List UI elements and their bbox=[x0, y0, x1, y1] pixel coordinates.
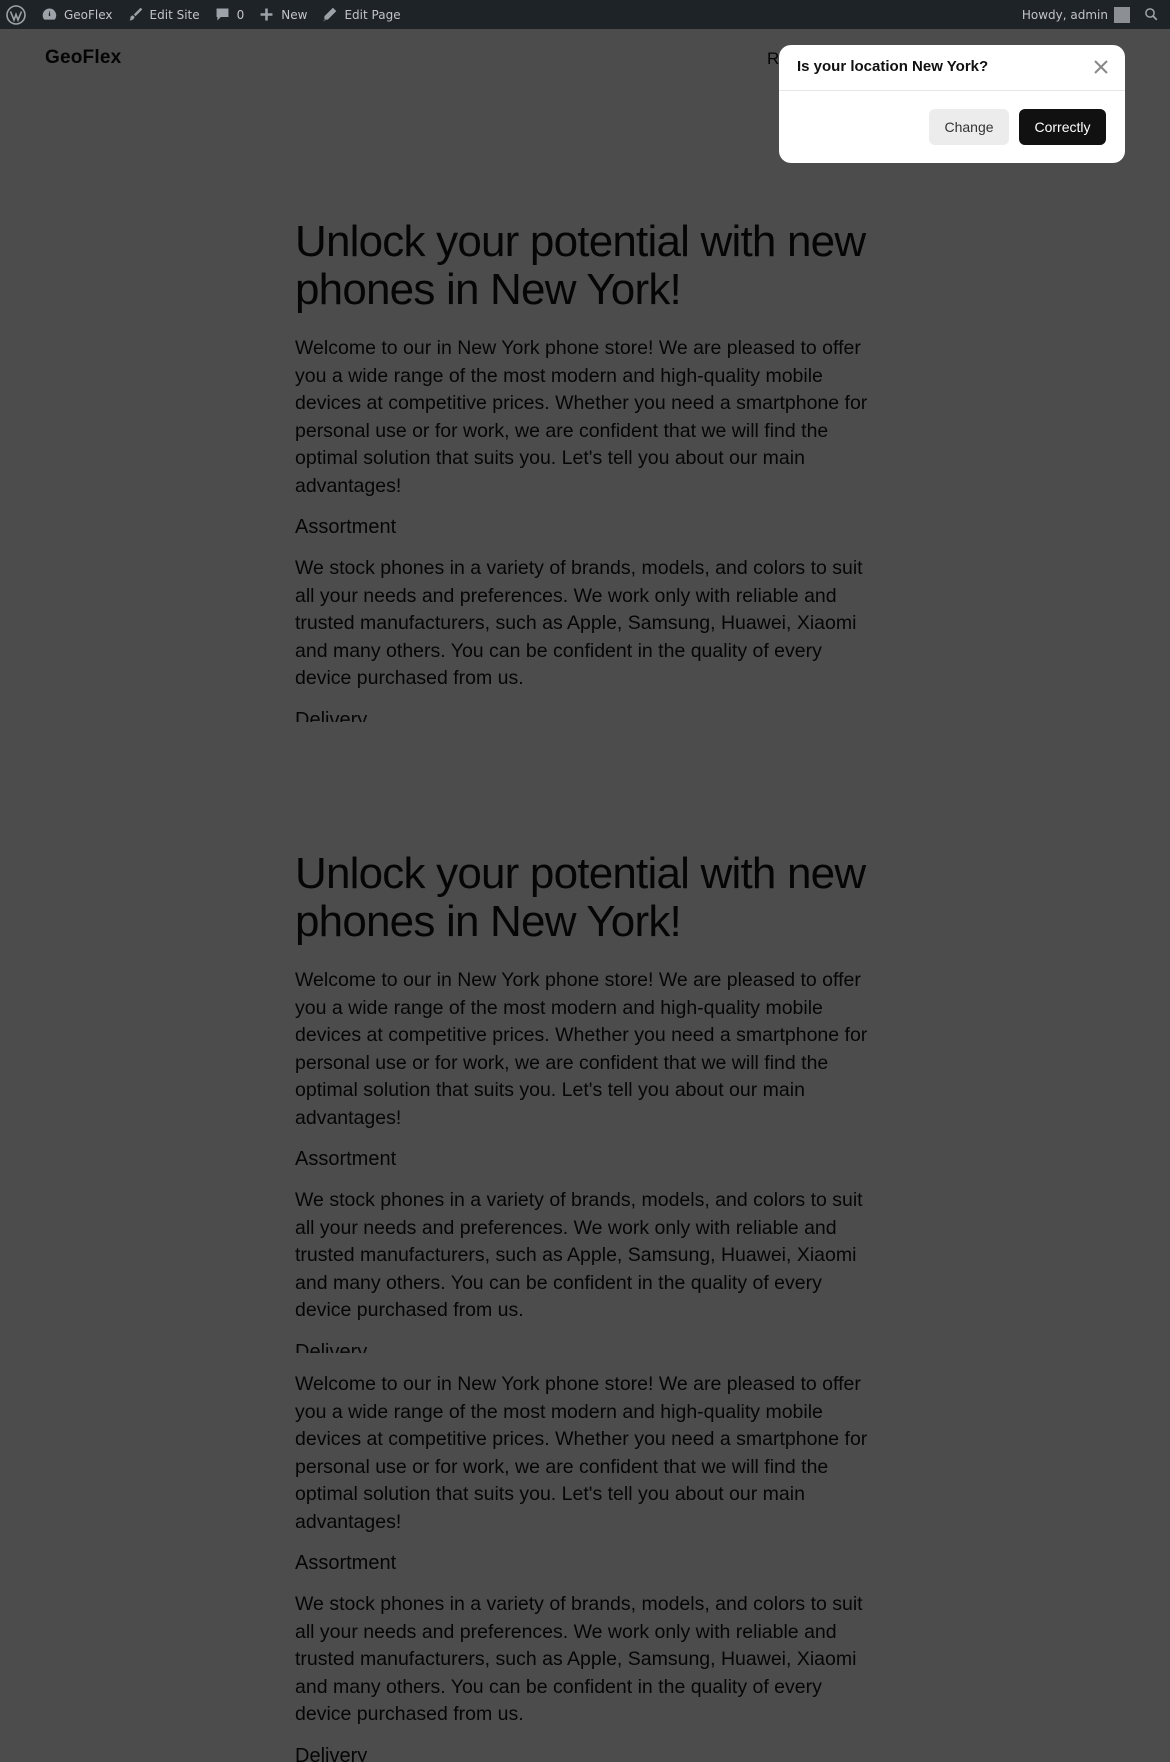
location-modal bbox=[779, 45, 1125, 163]
close-icon bbox=[1091, 57, 1111, 77]
edit-page-link[interactable] bbox=[314, 0, 407, 29]
admin-site-name: GeoFlex bbox=[64, 7, 113, 22]
new-content-link[interactable] bbox=[251, 0, 314, 29]
edit-site-label: Edit Site bbox=[149, 7, 200, 22]
admin-site-link[interactable] bbox=[34, 0, 120, 29]
new-label: New bbox=[281, 7, 308, 22]
plus-icon bbox=[258, 6, 275, 23]
change-button[interactable]: Change bbox=[929, 109, 1009, 145]
comments-link[interactable] bbox=[207, 0, 252, 29]
confirm-button[interactable]: Correctly bbox=[1019, 109, 1106, 145]
admin-bar bbox=[0, 0, 1170, 29]
modal-divider bbox=[779, 90, 1125, 91]
avatar bbox=[1114, 7, 1130, 23]
dashboard-icon bbox=[41, 6, 58, 23]
modal-overlay[interactable] bbox=[0, 29, 1170, 1762]
brush-icon bbox=[127, 6, 144, 23]
wordpress-logo-icon[interactable] bbox=[0, 0, 34, 29]
howdy-label: Howdy, admin bbox=[1021, 7, 1108, 22]
admin-search[interactable] bbox=[1137, 0, 1170, 29]
edit-site-link[interactable] bbox=[120, 0, 207, 29]
edit-page-label: Edit Page bbox=[344, 7, 401, 22]
close-button[interactable] bbox=[1091, 57, 1111, 77]
account-menu[interactable] bbox=[1015, 0, 1137, 29]
location-question: Is your location New York? bbox=[797, 58, 989, 75]
pencil-icon bbox=[321, 6, 338, 23]
comment-icon bbox=[214, 6, 231, 23]
search-icon bbox=[1144, 7, 1159, 22]
comments-count: 0 bbox=[236, 7, 245, 22]
